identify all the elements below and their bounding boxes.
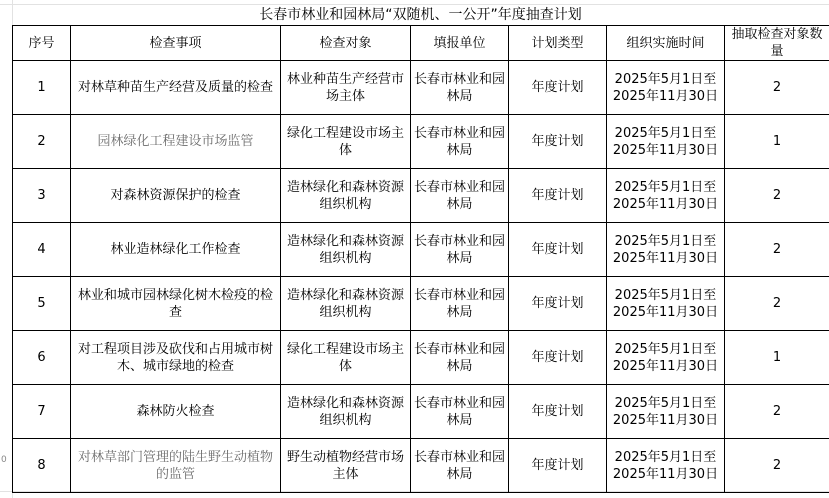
row-number-cell[interactable]: 5 [13,277,71,331]
header-cell-unit[interactable]: 填报单位 [411,26,509,61]
sample-count-cell[interactable]: 2 [725,439,829,493]
reporting-unit-cell[interactable]: 长春市林业和园林局 [411,169,509,223]
row-number-cell[interactable]: 2 [13,115,71,169]
table-row [13,115,829,169]
inspection-target-cell[interactable]: 造林绿化和森林资源组织机构 [281,169,411,223]
table-row [13,331,829,385]
plan-type-cell[interactable]: 年度计划 [509,439,607,493]
inspection-target-cell[interactable]: 造林绿化和森林资源组织机构 [281,223,411,277]
inspection-target-cell[interactable]: 绿化工程建设市场主体 [281,331,411,385]
table-row [13,439,829,493]
sample-count-cell[interactable]: 1 [725,115,829,169]
sample-count-cell[interactable]: 2 [725,61,829,115]
inspection-item-cell[interactable]: 对森林资源保护的检查 [71,169,281,223]
row-edge-mark: 0 [1,455,7,465]
row-number-cell[interactable]: 6 [13,331,71,385]
sample-count-cell[interactable]: 2 [725,277,829,331]
implementation-time-cell[interactable]: 2025年5月1日至2025年11月30日 [607,331,725,385]
implementation-time-cell[interactable]: 2025年5月1日至2025年11月30日 [607,439,725,493]
sample-count-cell[interactable]: 2 [725,169,829,223]
table-row [13,223,829,277]
header-cell-no[interactable]: 序号 [13,26,71,61]
reporting-unit-cell[interactable]: 长春市林业和园林局 [411,331,509,385]
implementation-time-cell[interactable]: 2025年5月1日至2025年11月30日 [607,61,725,115]
inspection-target-cell[interactable]: 野生动植物经营市场主体 [281,439,411,493]
row-number-cell[interactable]: 3 [13,169,71,223]
inspection-plan-table [12,25,829,493]
inspection-item-cell[interactable]: 对林草种苗生产经营及质量的检查 [71,61,281,115]
header-cell-item[interactable]: 检查事项 [71,26,281,61]
implementation-time-cell[interactable]: 2025年5月1日至2025年11月30日 [607,223,725,277]
sample-count-cell[interactable]: 2 [725,385,829,439]
table-row [13,385,829,439]
reporting-unit-cell[interactable]: 长春市林业和园林局 [411,61,509,115]
inspection-target-cell[interactable]: 造林绿化和森林资源组织机构 [281,385,411,439]
header-cell-type[interactable]: 计划类型 [509,26,607,61]
table-row [13,61,829,115]
plan-type-cell[interactable]: 年度计划 [509,385,607,439]
reporting-unit-cell[interactable]: 长春市林业和园林局 [411,277,509,331]
header-cell-target[interactable]: 检查对象 [281,26,411,61]
table-row [13,169,829,223]
inspection-item-cell[interactable]: 林业和城市园林绿化树木检疫的检查 [71,277,281,331]
implementation-time-cell[interactable]: 2025年5月1日至2025年11月30日 [607,115,725,169]
inspection-target-cell[interactable]: 绿化工程建设市场主体 [281,115,411,169]
sample-count-cell[interactable]: 2 [725,223,829,277]
inspection-item-cell[interactable]: 对工程项目涉及砍伐和占用城市树木、城市绿地的检查 [71,331,281,385]
plan-type-cell[interactable]: 年度计划 [509,331,607,385]
table-body [13,61,829,493]
plan-type-cell[interactable]: 年度计划 [509,61,607,115]
header-cell-count[interactable]: 抽取检查对象数量 [725,26,829,61]
inspection-item-cell[interactable]: 森林防火检查 [71,385,281,439]
plan-type-cell[interactable]: 年度计划 [509,223,607,277]
reporting-unit-cell[interactable]: 长春市林业和园林局 [411,223,509,277]
table-header-row [13,26,829,61]
plan-type-cell[interactable]: 年度计划 [509,169,607,223]
row-number-cell[interactable]: 8 [13,439,71,493]
plan-type-cell[interactable]: 年度计划 [509,115,607,169]
table-row [13,277,829,331]
reporting-unit-cell[interactable]: 长春市林业和园林局 [411,115,509,169]
sample-count-cell[interactable]: 1 [725,331,829,385]
row-number-cell[interactable]: 7 [13,385,71,439]
inspection-item-cell[interactable]: 林业造林绿化工作检查 [71,223,281,277]
implementation-time-cell[interactable]: 2025年5月1日至2025年11月30日 [607,169,725,223]
plan-type-cell[interactable]: 年度计划 [509,277,607,331]
header-cell-time[interactable]: 组织实施时间 [607,26,725,61]
inspection-item-cell[interactable]: 园林绿化工程建设市场监管 [71,115,281,169]
reporting-unit-cell[interactable]: 长春市林业和园林局 [411,439,509,493]
page-title: 长春市林业和园林局“双随机、一公开”年度抽查计划 [259,7,582,23]
implementation-time-cell[interactable]: 2025年5月1日至2025年11月30日 [607,385,725,439]
row-number-cell[interactable]: 4 [13,223,71,277]
inspection-item-cell[interactable]: 对林草部门管理的陆生野生动植物的监管 [71,439,281,493]
row-number-cell[interactable]: 1 [13,61,71,115]
reporting-unit-cell[interactable]: 长春市林业和园林局 [411,385,509,439]
inspection-target-cell[interactable]: 造林绿化和森林资源组织机构 [281,277,411,331]
implementation-time-cell[interactable]: 2025年5月1日至2025年11月30日 [607,277,725,331]
inspection-target-cell[interactable]: 林业种苗生产经营市场主体 [281,61,411,115]
